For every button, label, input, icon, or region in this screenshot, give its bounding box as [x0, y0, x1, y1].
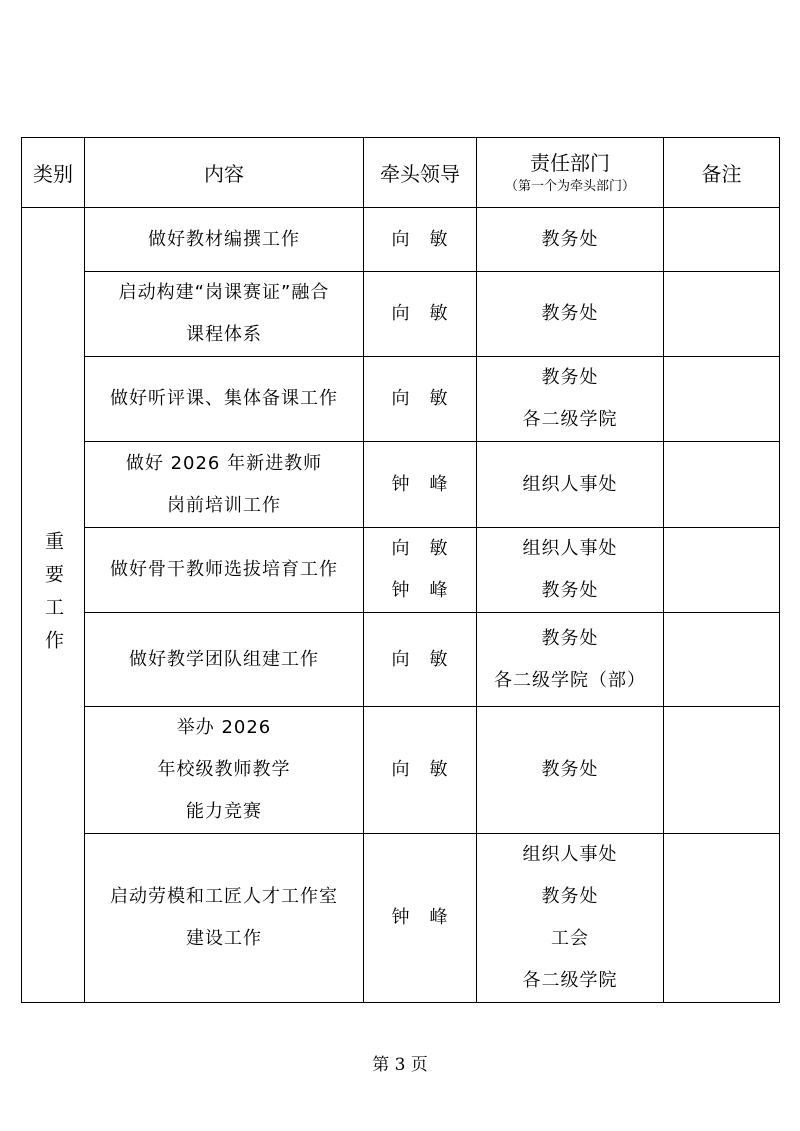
remarks-cell — [664, 613, 780, 707]
department-cell — [477, 528, 664, 613]
leader-cell — [364, 208, 477, 272]
leader-cell — [364, 613, 477, 707]
leader-text: 向 敏 — [391, 538, 449, 559]
content-cell — [85, 208, 364, 272]
table-row — [22, 442, 780, 528]
header-department-label: 责任部门 — [530, 150, 610, 175]
leader-text: 向 敏 — [391, 388, 449, 409]
remarks-cell — [664, 272, 780, 357]
table-row — [22, 208, 780, 272]
department-cell — [477, 834, 664, 1003]
page-number: 第 3 页 — [372, 1055, 428, 1075]
department-text: 教务处 — [541, 759, 599, 780]
header-content: 内容 — [85, 138, 364, 208]
content-text: 年校级教师教学 — [157, 759, 291, 780]
table-row — [22, 528, 780, 613]
department-cell — [477, 707, 664, 834]
remarks-cell — [664, 208, 780, 272]
content-text: 做好骨干教师选拔培育工作 — [110, 559, 338, 580]
work-plan-table — [21, 137, 780, 1003]
content-text: 启动劳模和工匠人才工作室 — [110, 886, 338, 907]
leader-cell — [364, 834, 477, 1003]
content-text: 做好教学团队组建工作 — [129, 648, 319, 670]
header-leader: 牵头领导 — [364, 138, 477, 208]
department-text: 各二级学院 — [522, 970, 618, 991]
leader-text: 向 敏 — [391, 759, 449, 780]
leader-text: 钟 峰 — [391, 907, 449, 928]
department-text: 组织人事处 — [522, 538, 618, 559]
content-cell — [85, 442, 364, 528]
department-text: 教务处 — [541, 580, 599, 601]
content-text: 做好听评课、集体备课工作 — [110, 388, 338, 409]
remarks-cell — [664, 707, 780, 834]
header-department-note: （第一个为牵头部门） — [504, 178, 635, 194]
header-category: 类别 — [22, 138, 85, 208]
leader-text: 向 敏 — [391, 228, 449, 250]
remarks-cell — [664, 834, 780, 1003]
department-cell — [477, 442, 664, 528]
header-remarks: 备注 — [664, 138, 780, 208]
content-text: 建设工作 — [186, 928, 262, 949]
department-text: 工会 — [551, 928, 589, 949]
content-text: 岗前培训工作 — [167, 494, 281, 516]
department-text: 各二级学院（部） — [494, 669, 646, 691]
leader-text: 向 敏 — [391, 303, 449, 324]
department-text: 教务处 — [541, 886, 599, 907]
department-text: 组织人事处 — [522, 844, 618, 865]
leader-cell — [364, 442, 477, 528]
table-body — [22, 208, 780, 1003]
remarks-cell — [664, 442, 780, 528]
remarks-cell — [664, 357, 780, 442]
category-label: 重要工作 — [42, 531, 64, 663]
content-text: 能力竞赛 — [186, 801, 262, 822]
table-row — [22, 272, 780, 357]
department-text: 教务处 — [541, 627, 599, 649]
table-row — [22, 357, 780, 442]
department-text: 教务处 — [541, 367, 599, 388]
content-cell — [85, 272, 364, 357]
content-cell — [85, 834, 364, 1003]
content-cell — [85, 528, 364, 613]
table-row — [22, 834, 780, 1003]
leader-text: 向 敏 — [391, 648, 449, 670]
remarks-cell — [664, 528, 780, 613]
department-text: 各二级学院 — [522, 409, 618, 430]
content-text: 启动构建“岗课赛证”融合 — [118, 282, 330, 303]
department-text: 组织人事处 — [522, 473, 618, 495]
content-cell — [85, 613, 364, 707]
table-row — [22, 613, 780, 707]
department-text: 教务处 — [541, 303, 599, 324]
leader-cell — [364, 528, 477, 613]
content-text: 做好 2026 年新进教师 — [125, 452, 323, 474]
department-cell — [477, 613, 664, 707]
leader-text: 钟 峰 — [391, 580, 449, 601]
department-cell — [477, 357, 664, 442]
content-text: 做好教材编撰工作 — [148, 228, 300, 250]
leader-cell — [364, 707, 477, 834]
content-text: 举办 2026 — [176, 717, 272, 738]
department-cell — [477, 208, 664, 272]
leader-cell — [364, 357, 477, 442]
department-text: 教务处 — [541, 228, 599, 250]
leader-cell — [364, 272, 477, 357]
content-text: 课程体系 — [186, 324, 262, 345]
content-cell — [85, 707, 364, 834]
department-cell — [477, 272, 664, 357]
category-cell — [22, 208, 85, 1003]
content-cell — [85, 357, 364, 442]
leader-text: 钟 峰 — [391, 473, 449, 495]
table-row — [22, 707, 780, 834]
header-department — [477, 138, 664, 208]
